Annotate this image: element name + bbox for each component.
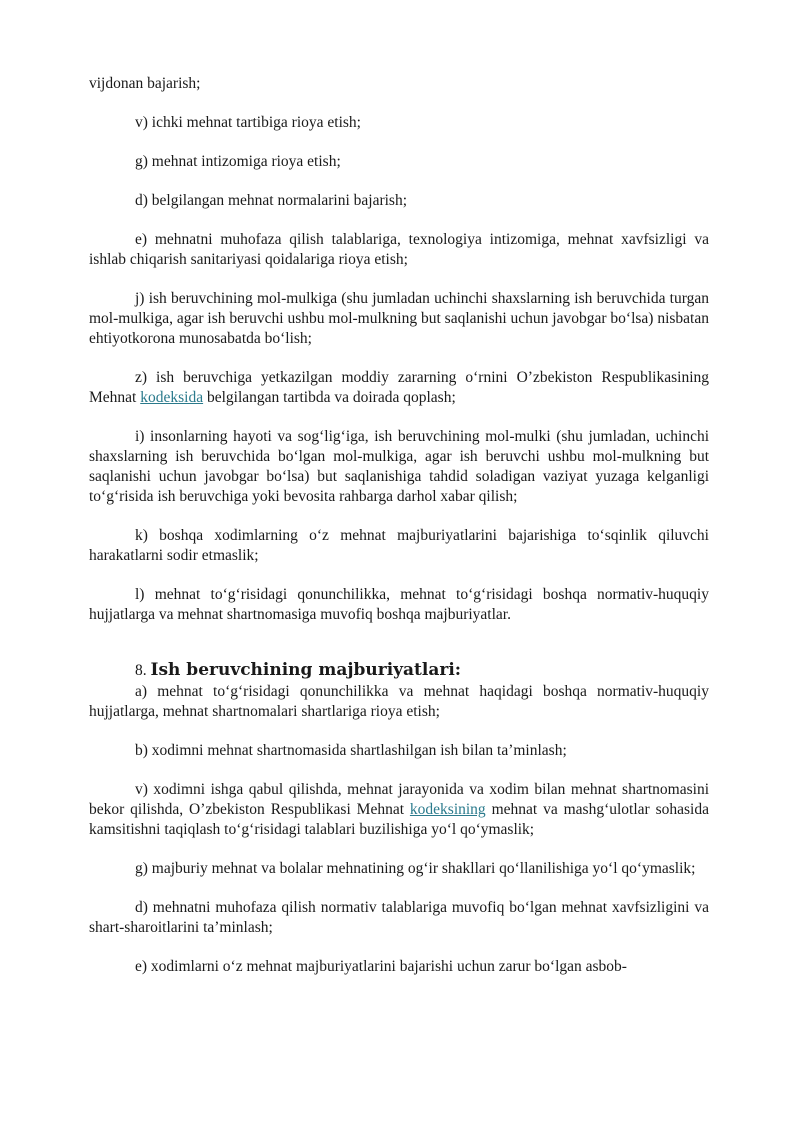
section-heading xyxy=(89,659,709,682)
paragraph-v: v) ichki mehnat tartibiga rioya etish; xyxy=(135,114,361,131)
section-number: 8. xyxy=(135,662,151,679)
paragraph-k: k) boshqa xodimlarning o‘z mehnat majburiyatlarini bajarishiga to‘sqinlik qiluvchi harakatlarni sodir etmaslik; xyxy=(89,527,709,564)
paragraph-z-text-before: z) ish beruvchiga yetkazilgan moddiy zararning o‘rnini O’zbekiston Respublikasining Mehnat xyxy=(89,369,709,406)
employer-paragraph-a: a) mehnat to‘g‘risidagi qonunchilikka va mehnat haqidagi boshqa normativ-huquqiy hujjatlarga, mehnat shartnomalari shartlariga rioya etish; xyxy=(89,683,709,720)
employer-paragraph-v-text-after: mehnat va mashg‘ulotlar sohasida kamsitishni taqiqlash to‘g‘risidagi talablari buzilishiga yo‘l qo‘ymaslik; xyxy=(89,801,709,838)
paragraph-l: l) mehnat to‘g‘risidagi qonunchilikka, mehnat to‘g‘risidagi boshqa normativ-huquqiy hujjatlarga va mehnat shartnomasiga muvofiq boshqa majburiyatlar. xyxy=(89,586,709,623)
section-title: Ish beruvchining majburiyatlari: xyxy=(150,660,462,680)
employer-paragraph-v-text-before: v) xodimni ishga qabul qilishda, mehnat jarayonida va xodim bilan mehnat shartnomasini bekor qilishda, O’zbekiston Respublikasi Mehnat xyxy=(89,781,709,818)
document-page xyxy=(89,74,709,977)
paragraph-g: g) mehnat intizomiga rioya etish; xyxy=(135,153,341,170)
paragraph-i: i) insonlarning hayoti va sog‘lig‘iga, ish beruvchining mol-mulki (shu jumladan, uchinchi shaxslarning ish beruvchida bo‘lgan mol-mulkiga, agar ish beruvchi ushbu mol-mulkning but saqlanishi uchun javobgar bo‘lsa) but saqlanishiga tahdid soladigan vaziyat yuzaga kelganligi to‘g‘risida ish beruvchiga yoki bevosita rahbarga darhol xabar qilish; xyxy=(89,428,709,505)
employer-paragraph-v xyxy=(89,780,709,840)
paragraph-z xyxy=(89,368,709,408)
labor-code-link-2[interactable]: kodeksining xyxy=(409,801,486,818)
paragraph-b-continuation: vijdonan bajarish; xyxy=(89,75,201,92)
employer-paragraph-g: g) majburiy mehnat va bolalar mehnatining og‘ir shakllari qo‘llanilishiga yo‘l qo‘ymaslik; xyxy=(135,860,696,877)
paragraph-e: e) mehnatni muhofaza qilish talablariga, texnologiya intizomiga, mehnat xavfsizligi va ishlab chiqarish sanitariyasi qoidalariga rioya etish; xyxy=(89,231,709,268)
paragraph-z-text-after: belgilangan tartibda va doirada qoplash; xyxy=(203,389,456,406)
labor-code-link[interactable]: kodeksida xyxy=(140,389,204,406)
employer-paragraph-e: e) xodimlarni o‘z mehnat majburiyatlarini bajarishi uchun zarur bo‘lgan asbob- xyxy=(135,958,627,975)
employer-paragraph-d: d) mehnatni muhofaza qilish normativ talablariga muvofiq bo‘lgan mehnat xavfsizligini va shart-sharoitlarini ta’minlash; xyxy=(89,899,709,936)
paragraph-d: d) belgilangan mehnat normalarini bajarish; xyxy=(135,192,408,209)
employer-paragraph-b: b) xodimni mehnat shartnomasida shartlashilgan ish bilan ta’minlash; xyxy=(135,742,567,759)
paragraph-j: j) ish beruvchining mol-mulkiga (shu jumladan uchinchi shaxslarning ish beruvchida turgan mol-mulkiga, agar ish beruvchi ushbu mol-mulkning but saqlanishi uchun javobgar bo‘lsa) nisbatan ehtiyotkorona munosabatda bo‘lish; xyxy=(89,290,709,347)
